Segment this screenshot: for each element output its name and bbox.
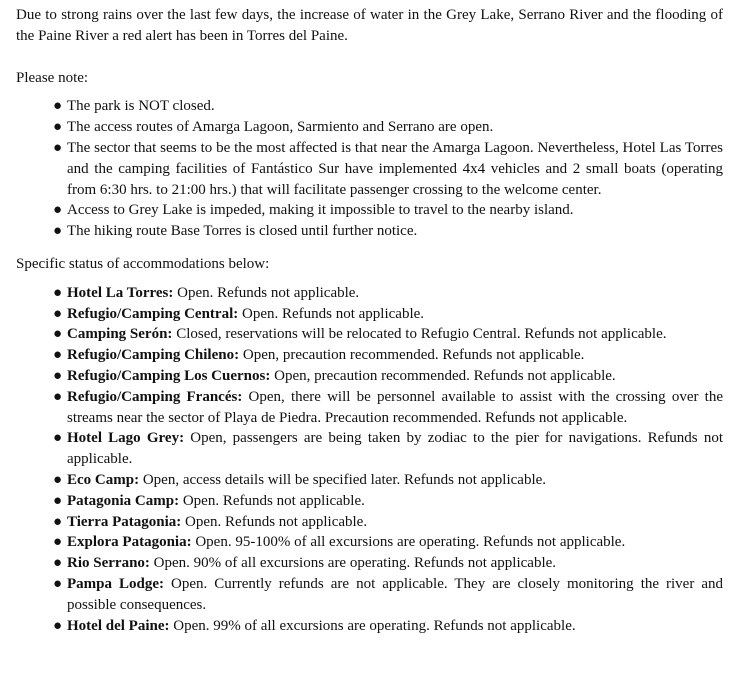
bullet-icon: ● (53, 326, 63, 343)
accommodation-name: Hotel del Paine: (67, 617, 170, 634)
bullet-icon: ● (53, 119, 63, 136)
accommodation-status: Closed, reservations will be relocated to Refugio Central. Refunds not applicable. (172, 326, 667, 343)
bullet-icon: ● (53, 139, 63, 156)
bullet-icon: ● (53, 347, 63, 364)
note-text: The access routes of Amarga Lagoon, Sarmiento and Serrano are open. (67, 119, 494, 136)
accommodation-name: Hotel La Torres: (67, 284, 174, 301)
list-item (53, 553, 723, 574)
list-item (53, 324, 723, 345)
list-item (53, 387, 723, 429)
list-item (53, 200, 723, 221)
accommodation-status: Open. Refunds not applicable. (238, 305, 425, 322)
accommodation-name: Rio Serrano: (67, 555, 150, 572)
accommodation-status: Open, precaution recommended. Refunds not applicable. (239, 347, 585, 364)
accommodation-name: Eco Camp: (67, 471, 140, 488)
bullet-icon: ● (53, 555, 63, 572)
note-text: Access to Grey Lake is impeded, making it impossible to travel to the nearby island. (67, 202, 574, 219)
accommodation-name: Refugio/Camping Central: (67, 305, 239, 322)
list-item (53, 283, 723, 304)
accommodations-list (16, 283, 723, 637)
accommodation-status: Open, access details will be specified later. Refunds not applicable. (139, 471, 547, 488)
accommodation-status: Open. 99% of all excursions are operating. Refunds not applicable. (169, 617, 576, 634)
accommodation-name: Patagonia Camp: (67, 492, 180, 509)
status-heading: Specific status of accommodations below: (16, 255, 270, 272)
bullet-icon: ● (53, 367, 63, 384)
note-heading: Please note: (16, 69, 89, 86)
list-item (53, 574, 724, 616)
accommodation-status: Open. Currently refunds are not applicable. They are closely monitoring the river and possible consequences. (67, 575, 724, 613)
bullet-icon: ● (53, 98, 63, 115)
accommodation-name: Refugio/Camping Los Cuernos: (67, 367, 271, 384)
bullet-icon: ● (53, 513, 63, 530)
bullet-icon: ● (53, 388, 63, 405)
accommodation-name: Pampa Lodge: (67, 575, 165, 592)
list-item (53, 366, 723, 387)
intro-paragraph: Due to strong rains over the last few days, the increase of water in the Grey Lake, Serrano River and the flooding of the Paine River a red alert has been in Torres del Paine. (16, 7, 723, 44)
bullet-icon: ● (53, 430, 63, 447)
accommodation-name: Tierra Patagonia: (67, 513, 182, 530)
accommodation-name: Refugio/Camping Francés: (67, 388, 243, 405)
bullet-icon: ● (53, 575, 63, 592)
accommodation-status: Open. Refunds not applicable. (179, 492, 365, 509)
accommodation-name: Refugio/Camping Chileno: (67, 347, 240, 364)
list-item (53, 428, 723, 470)
accommodation-status: Open. 95-100% of all excursions are operating. Refunds not applicable. (191, 534, 626, 551)
bullet-icon: ● (53, 534, 63, 551)
list-item (53, 221, 723, 242)
list-item (53, 345, 723, 366)
bullet-icon: ● (53, 202, 63, 219)
notes-list (16, 96, 723, 242)
accommodation-status: Open, passengers are being taken by zodiac to the pier for navigations. Refunds not applicable. (67, 430, 723, 468)
bullet-icon: ● (53, 223, 63, 240)
bullet-icon: ● (53, 471, 63, 488)
list-item (53, 532, 723, 553)
accommodation-status: Open. Refunds not applicable. (173, 284, 360, 301)
accommodation-status: Open. 90% of all excursions are operating. Refunds not applicable. (149, 555, 557, 572)
accommodation-name: Camping Serón: (67, 326, 173, 343)
list-item (53, 512, 723, 533)
bullet-icon: ● (53, 617, 63, 634)
bullet-icon: ● (53, 492, 63, 509)
list-item (53, 304, 723, 325)
accommodation-name: Explora Patagonia: (67, 534, 192, 551)
bullet-icon: ● (53, 305, 63, 322)
list-item (53, 96, 723, 117)
list-item (53, 470, 723, 491)
note-text: The hiking route Base Torres is closed until further notice. (67, 223, 418, 240)
accommodation-name: Hotel Lago Grey: (67, 430, 185, 447)
list-item (53, 616, 723, 637)
list-item (53, 491, 723, 512)
bullet-icon: ● (53, 284, 63, 301)
note-text: The sector that seems to be the most affected is that near the Amarga Lagoon. Nevertheless, Hotel Las Torres and the camping facilities of Fantástico Sur have implemented 4x4 vehicles and 2 small boats (operating from 6:30 hrs. to 21:00 hrs.) that will facilitate passenger crossing to the welcome center. (67, 139, 723, 198)
accommodation-status: Open, there will be personnel available to assist with the crossing over the streams near the sector of Playa de Piedra. Precaution recommended. Refunds not applicable. (67, 388, 723, 426)
list-item (53, 117, 723, 138)
list-item (53, 138, 723, 200)
accommodation-status: Open. Refunds not applicable. (181, 513, 368, 530)
accommodation-status: Open, precaution recommended. Refunds not applicable. (270, 367, 616, 384)
note-text: The park is NOT closed. (67, 98, 215, 115)
